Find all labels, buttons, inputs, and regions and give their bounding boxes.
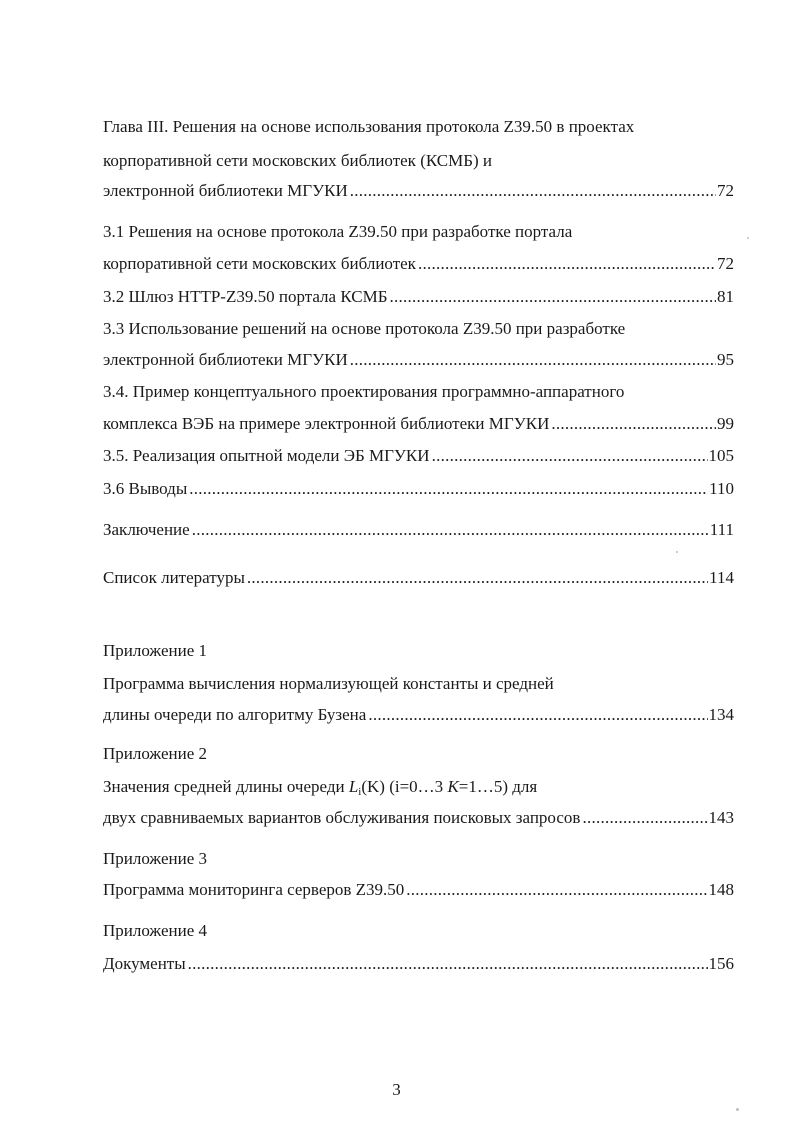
scan-speck [747, 237, 749, 239]
section-3-4-line-2: комплекса ВЭБ на примере электронной библиотеки МГУКИ [103, 414, 550, 433]
dot-leader [189, 477, 708, 501]
dot-leader [188, 952, 708, 976]
appendix-4-page: 156 [708, 954, 734, 973]
section-3-2-title: 3.2 Шлюз HTTP-Z39.50 портала КСМБ [103, 287, 388, 306]
section-3-6-page: 110 [709, 479, 734, 498]
section-3-5-entry [103, 444, 734, 468]
dot-leader [432, 444, 708, 468]
dot-leader [350, 348, 716, 372]
scan-speck [676, 551, 678, 553]
chapter-3-title-line-1: Глава III. Решения на основе использования протокола Z39.50 в проектах [103, 117, 635, 136]
section-3-3-line-2: электронной библиотеки МГУКИ [103, 350, 348, 369]
conclusion-entry [103, 518, 734, 542]
appendix-3-heading: Приложение 3 [103, 849, 207, 868]
dot-leader [582, 806, 707, 830]
section-3-2-page: 81 [717, 287, 734, 306]
scan-speck [736, 1108, 739, 1111]
appendix-1-heading: Приложение 1 [103, 641, 207, 660]
section-3-1-page: 72 [717, 254, 734, 273]
page-number: 3 [392, 1080, 401, 1099]
appendix-1-entry [103, 703, 734, 727]
appendix-2-line-1-prefix: Значения средней длины очереди [103, 777, 349, 796]
appendix-2-line-1-mid: (K) (i=0…3 [361, 777, 448, 796]
references-title: Список литературы [103, 568, 245, 587]
references-entry [103, 566, 734, 590]
appendix-4-title: Документы [103, 954, 186, 973]
chapter-3-entry [103, 179, 734, 203]
appendix-1-line-1: Программа вычисления нормализующей константы и средней [103, 674, 554, 693]
dot-leader [406, 878, 707, 902]
appendix-3-page: 148 [708, 880, 734, 899]
dot-leader [192, 518, 709, 542]
chapter-3-page: 72 [717, 181, 734, 200]
section-3-5-page: 105 [708, 446, 734, 465]
dot-leader [350, 179, 716, 203]
appendix-2-entry [103, 806, 734, 830]
conclusion-page: 111 [709, 520, 734, 539]
dot-leader [389, 285, 716, 309]
dot-leader [551, 412, 716, 436]
formula-L: L [348, 777, 359, 796]
appendix-1-page: 134 [708, 705, 734, 724]
section-3-6-title: 3.6 Выводы [103, 479, 188, 498]
appendix-2-line-2: двух сравниваемых вариантов обслуживания поисковых запросов [103, 808, 581, 827]
section-3-4-page: 99 [717, 414, 734, 433]
chapter-3-title-line-3: электронной библиотеки МГУКИ [103, 181, 348, 200]
appendix-1-line-2: длины очереди по алгоритму Бузена [103, 705, 367, 724]
section-3-2-entry [103, 285, 734, 309]
section-3-4-line-1: 3.4. Пример концептуального проектирования программно-аппаратного [103, 382, 625, 401]
conclusion-title: Заключение [103, 520, 190, 539]
references-page: 114 [709, 568, 734, 587]
section-3-1-entry [103, 252, 734, 276]
section-3-3-line-1: 3.3 Использование решений на основе протокола Z39.50 при разработке [103, 319, 626, 338]
dot-leader [418, 252, 716, 276]
section-3-6-entry [103, 477, 734, 501]
appendix-4-entry [103, 952, 734, 976]
section-3-3-page: 95 [717, 350, 734, 369]
appendix-2-line-1 [103, 775, 734, 799]
section-3-3-entry [103, 348, 734, 372]
formula-K: K [447, 777, 459, 796]
dot-leader [247, 566, 708, 590]
appendix-4-heading: Приложение 4 [103, 921, 207, 940]
section-3-1-line-1: 3.1 Решения на основе протокола Z39.50 при разработке портала [103, 222, 573, 241]
appendix-2-page: 143 [708, 808, 734, 827]
chapter-3-title-line-2: корпоративной сети московских библиотек (КСМБ) и [103, 151, 492, 170]
section-3-1-line-2: корпоративной сети московских библиотек [103, 254, 416, 273]
formula-subscript-i: i [358, 786, 362, 798]
section-3-4-entry [103, 412, 734, 436]
dot-leader [368, 703, 707, 727]
appendix-3-title: Программа мониторинга серверов Z39.50 [103, 880, 405, 899]
appendix-2-heading: Приложение 2 [103, 744, 207, 763]
section-3-5-title: 3.5. Реализация опытной модели ЭБ МГУКИ [103, 446, 430, 465]
appendix-2-line-1-suffix: =1…5) для [458, 777, 538, 796]
appendix-3-entry [103, 878, 734, 902]
